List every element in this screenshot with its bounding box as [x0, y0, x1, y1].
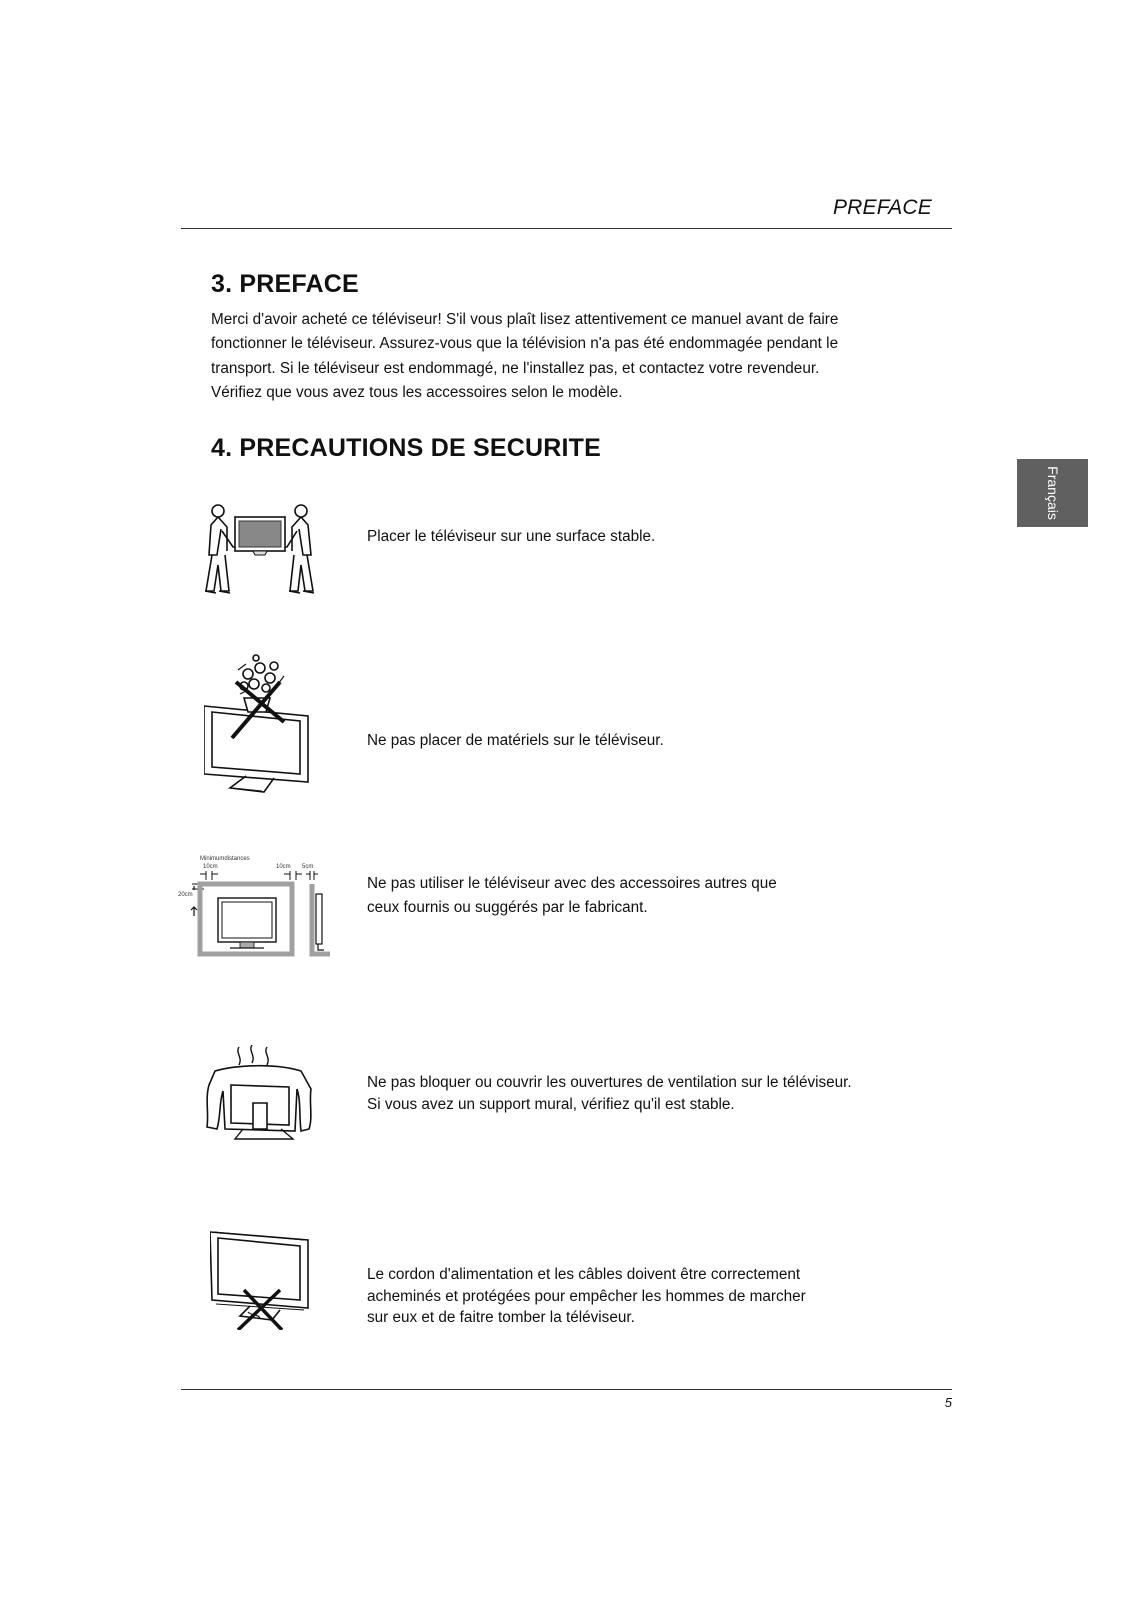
- preface-line: fonctionner le téléviseur. Assurez-vous que la télévision n'a pas été endommagée pendant le: [211, 335, 839, 353]
- safety-item-text: [367, 872, 777, 920]
- diagram-left-label: 10cm: [203, 864, 218, 870]
- safety-item-line: Ne pas bloquer ou couvrir les ouvertures de ventilation sur le téléviseur.: [367, 1074, 852, 1091]
- safety-item-text: [367, 526, 655, 548]
- diagram-title-label: Minimumdistances: [200, 856, 250, 862]
- safety-item-line: sur eux et de faitre tomber la téléviseur.: [367, 1309, 635, 1326]
- minimum-distances-diagram-icon: [178, 852, 334, 958]
- covered-vents-icon: [205, 1045, 317, 1141]
- preface-line: Vérifiez que vous avez tous les accessoires selon le modèle.: [211, 384, 623, 402]
- diagram-side-label: 5cm: [302, 864, 314, 870]
- safety-item-line: Placer le téléviseur sur une surface stable.: [367, 528, 656, 545]
- safety-item-text: [367, 730, 664, 752]
- running-header-title: PREFACE: [832, 196, 932, 219]
- language-tab-label: Français: [1044, 466, 1061, 520]
- footer-rule: [181, 1389, 952, 1390]
- safety-item-line: ceux fournis ou suggérés par le fabricant.: [367, 899, 648, 916]
- safety-item-line: Ne pas placer de matériels sur le téléviseur.: [367, 732, 664, 749]
- safety-item-line: Si vous avez un support mural, vérifiez qu'il est stable.: [367, 1096, 735, 1113]
- no-objects-on-tv-icon: [204, 654, 318, 794]
- header-rule: [181, 228, 952, 229]
- safety-item-text: [367, 1264, 806, 1329]
- safety-item-line: Le cordon d'alimentation et les câbles doivent être correctement: [367, 1266, 801, 1283]
- language-tab: [1017, 459, 1088, 527]
- safety-item-line: Ne pas utiliser le téléviseur avec des accessoires autres que: [367, 875, 777, 892]
- diagram-right-label: 10cm: [276, 864, 291, 870]
- preface-heading: 3. PREFACE: [211, 270, 359, 298]
- people-carrying-tv-icon: [203, 503, 319, 597]
- preface-line: Merci d'avoir acheté ce téléviseur! S'il vous plaît lisez attentivement ce manuel avant de faire: [211, 311, 839, 328]
- preface-line: transport. Si le téléviseur est endommagé, ne l'installez pas, et contactez votre revendeur.: [211, 359, 820, 377]
- page-number: 5: [944, 1395, 952, 1410]
- diagram-top-label: 20cm: [178, 892, 193, 898]
- preface-paragraph: [211, 308, 891, 406]
- safety-item-line: acheminés et protégées pour empêcher les hommes de marcher: [367, 1287, 806, 1305]
- no-cables-under-tv-icon: [210, 1230, 312, 1330]
- safety-heading: 4. PRECAUTIONS DE SECURITE: [211, 434, 601, 462]
- safety-item-text: [367, 1072, 852, 1116]
